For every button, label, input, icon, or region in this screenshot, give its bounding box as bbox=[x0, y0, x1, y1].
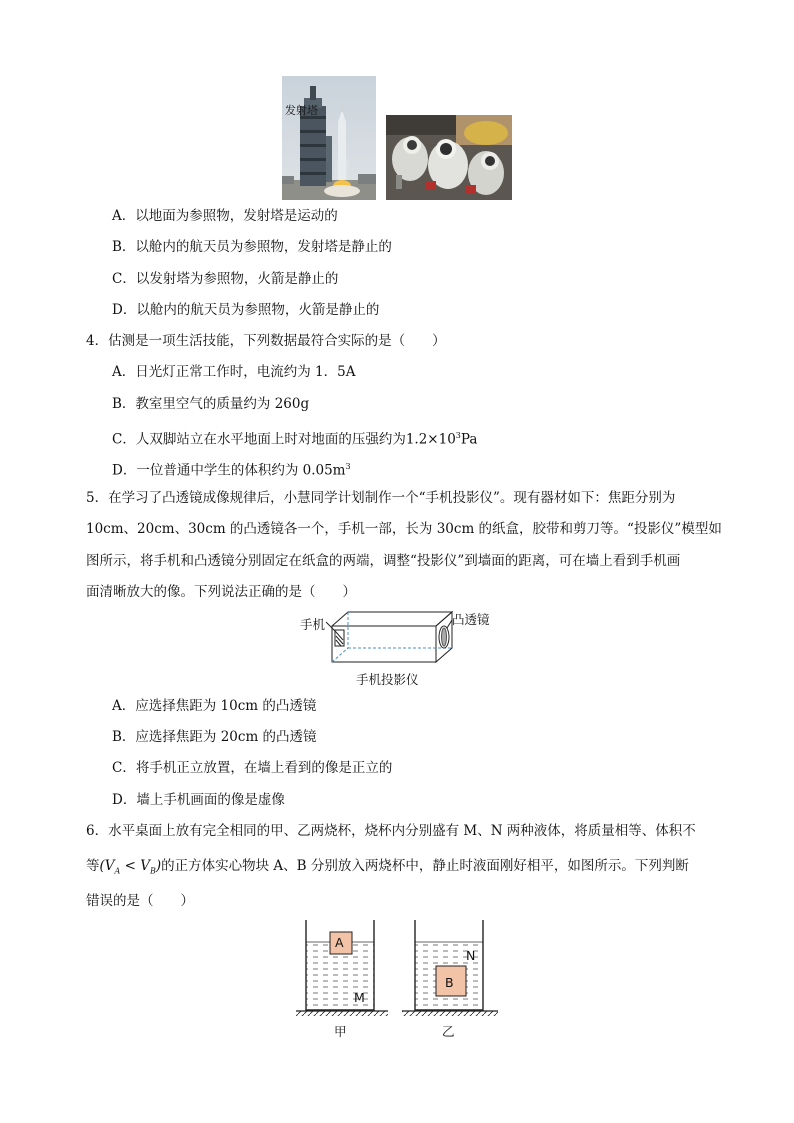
q3-option-c: C．以发射塔为参照物，火箭是静止的 bbox=[112, 271, 339, 287]
q5-option-d: D．墙上手机画面的像是虚像 bbox=[112, 792, 285, 808]
q6-formula-end: ) bbox=[155, 858, 162, 874]
q4-option-c-exponent: 3 bbox=[455, 431, 461, 440]
liquid-m-label: M bbox=[354, 990, 365, 1005]
beakers-drawing bbox=[292, 918, 502, 1042]
q4-option-c-text: C．人双脚站立在水平地面上时对地面的压强约为1.2×10 bbox=[112, 431, 456, 448]
launch-tower-photo bbox=[282, 76, 376, 200]
liquid-n-label: N bbox=[466, 948, 476, 963]
q5-option-a: A．应选择焦距为 10cm 的凸透镜 bbox=[112, 698, 317, 714]
q3-option-a: A．以地面为参照物，发射塔是运动的 bbox=[112, 208, 338, 224]
lens-label: 凸透镜 bbox=[452, 612, 490, 627]
q5-option-b: B．应选择焦距为 20cm 的凸透镜 bbox=[112, 729, 317, 745]
astronauts-illustration bbox=[386, 115, 512, 200]
q6-formula-vb: < V bbox=[120, 858, 150, 874]
q5-stem-line-3: 图所示，将手机和凸透镜分别固定在纸盒的两端，调整“投影仪”到墙面的距离，可在墙上看到手机画 bbox=[86, 553, 681, 569]
q4-option-c bbox=[112, 427, 477, 449]
q4-option-d-text: D．一位普通中学生的体积约为 0.05m bbox=[112, 462, 346, 479]
q6-stem-line-3: 错误的是（ ） bbox=[86, 893, 194, 909]
astronauts-photo bbox=[386, 115, 512, 200]
q5-stem-line-4: 面清晰放大的像。下列说法正确的是（ ） bbox=[86, 584, 356, 600]
block-b-label: B bbox=[445, 975, 454, 990]
q4-option-a: A．日光灯正常工作时，电流约为 1．5A bbox=[112, 364, 356, 380]
q3-option-b: B．以舱内的航天员为参照物，发射塔是静止的 bbox=[112, 239, 392, 255]
q6-formula-sub-b: B bbox=[149, 866, 156, 876]
q4-stem: 4．估测是一项生活技能，下列数据最符合实际的是（ ） bbox=[86, 333, 446, 349]
q5-stem-line-1: 5．在学习了凸透镜成像规律后，小慧同学计划制作一个“手机投影仪”。现有器材如下：焦距分别为 bbox=[86, 490, 676, 506]
q3-option-d: D．以舱内的航天员为参照物，火箭是静止的 bbox=[112, 302, 380, 318]
q4-option-d bbox=[112, 458, 351, 480]
q5-stem-line-2: 10cm、20cm、30cm 的凸透镜各一个，手机一部，长为 30cm 的纸盒，胶带和剪刀等。“投影仪”模型如 bbox=[86, 521, 722, 537]
q6-stem-line-1: 6．水平桌面上放有完全相同的甲、乙两烧杯，烧杯内分别盛有 M、N 两种液体，将质量相等、体积不 bbox=[86, 823, 696, 839]
projector-caption: 手机投影仪 bbox=[356, 672, 419, 687]
q6-formula-sub-a: A bbox=[114, 866, 121, 876]
q5-option-c: C．将手机正立放置，在墙上看到的像是正立的 bbox=[112, 760, 393, 776]
q4-option-d-exponent: 3 bbox=[345, 462, 351, 471]
cup-2-label: 乙 bbox=[442, 1024, 455, 1039]
q4-option-c-unit: Pa bbox=[460, 431, 478, 448]
cup-1-label: 甲 bbox=[334, 1024, 347, 1039]
phone-label: 手机 bbox=[300, 617, 326, 632]
q6-line2-suffix: 的正方体实心物块 A、B 分别放入两烧杯中，静止时液面刚好相平，如图所示。下列判断 bbox=[161, 858, 689, 874]
launch-tower-illustration bbox=[282, 76, 376, 200]
q6-formula-va: (V bbox=[99, 858, 115, 874]
q6-stem-line-2 bbox=[86, 857, 689, 881]
block-a-label: A bbox=[335, 935, 344, 950]
q4-option-b: B．教室里空气的质量约为 260g bbox=[112, 396, 310, 412]
q6-line2-prefix: 等 bbox=[86, 858, 100, 874]
tower-label: 发射塔 bbox=[285, 104, 318, 117]
beakers-diagram bbox=[292, 918, 502, 1042]
q6-formula bbox=[100, 858, 162, 874]
projector-diagram bbox=[296, 606, 500, 690]
